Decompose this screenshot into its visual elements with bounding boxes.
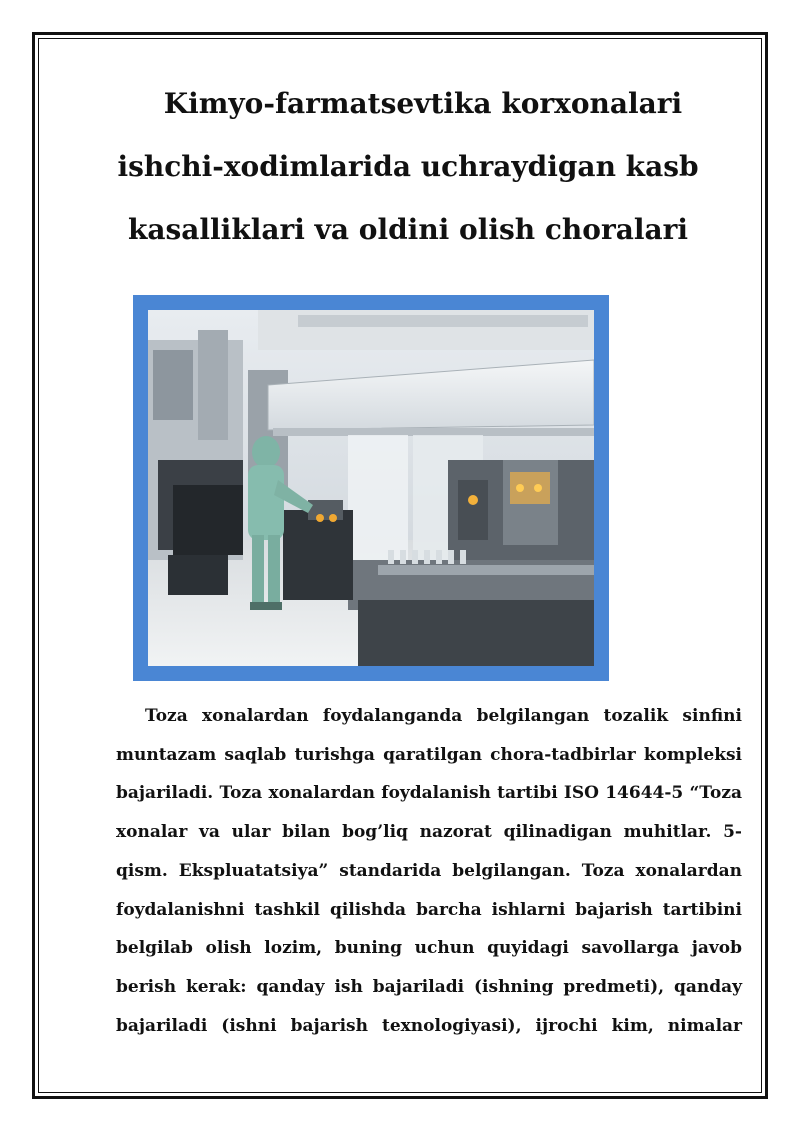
body-paragraph <box>116 697 742 1045</box>
body-line: qism. Ekspluatatsiya” standarida belgilangan. Toza xonalardan <box>116 860 742 881</box>
body-line: bajariladi. Toza xonalardan foydalanish tartibi ISO 14644-5 “Toza <box>116 783 742 804</box>
body-line: muntazam saqlab turishga qaratilgan chora-tadbirlar kompleksi <box>116 744 742 765</box>
document-title <box>108 72 708 261</box>
body-line: belgilab olish lozim, buning uchun quyidagi savollarga javob <box>116 938 742 959</box>
body-line: berish kerak: qanday ish bajariladi (ishning predmeti), qanday <box>116 976 742 997</box>
title-line: kasalliklari va oldini olish choralari <box>127 213 689 246</box>
body-line: Toza xonalardan foydalanganda belgilangan tozalik sinfini <box>145 706 742 726</box>
body-line: xonalar va ular bilan bog’liq nazorat qilinadigan muhitlar. 5- <box>116 822 742 843</box>
body-line: foydalanishni tashkil qilishda barcha ishlarni bajarish tartibini <box>116 899 742 920</box>
title-line: Kimyo-farmatsevtika korxonalari <box>163 87 683 120</box>
cleanroom-photo <box>133 295 609 681</box>
title-line: ishchi-xodimlarida uchraydigan kasb <box>117 150 699 183</box>
body-line: bajariladi (ishni bajarish texnologiyasi), ijrochi kim, nimalar <box>116 1015 742 1036</box>
cleanroom-illustration <box>148 310 594 666</box>
